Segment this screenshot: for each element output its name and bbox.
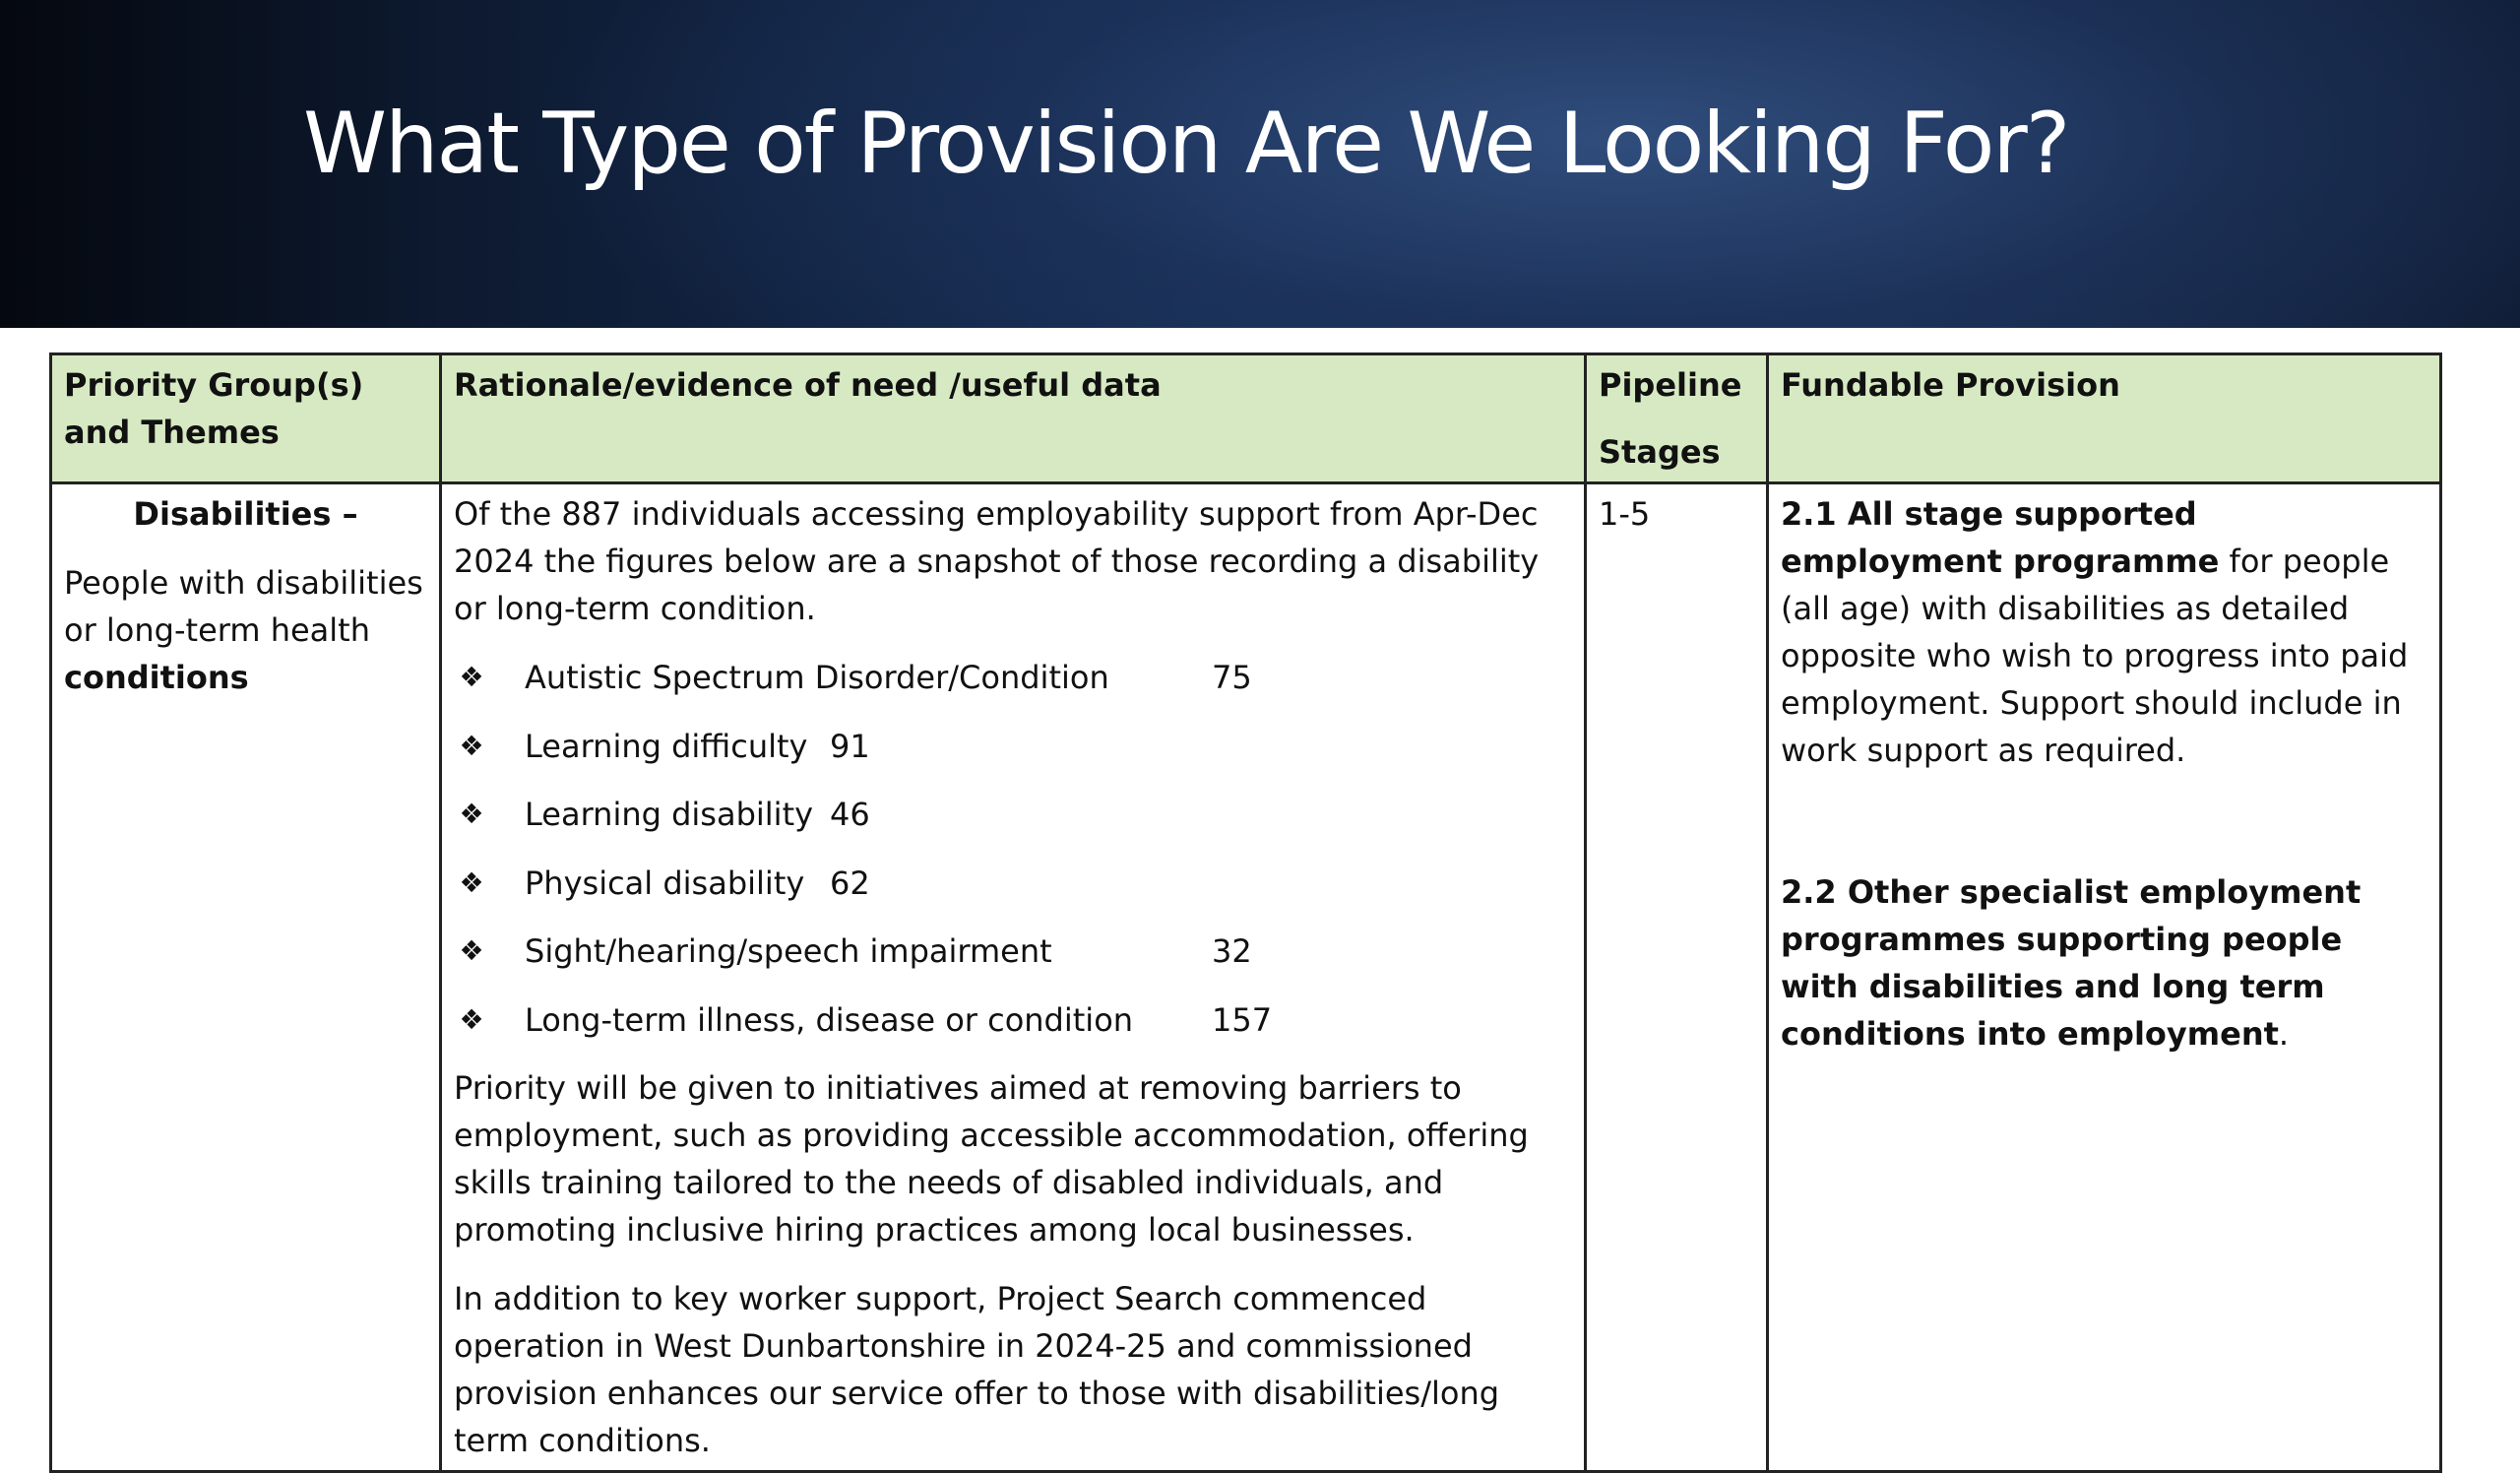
provision-table-container xyxy=(49,352,2439,1459)
list-item xyxy=(454,996,1572,1044)
header-priority-group: Priority Group(s) and Themes xyxy=(51,354,441,483)
stat-value: 91 xyxy=(830,727,870,765)
diamond-bullet-icon: ❖ xyxy=(459,798,484,830)
stat-label: Long-term illness, disease or condition xyxy=(525,1000,1134,1039)
diamond-bullet-icon: ❖ xyxy=(459,934,484,967)
group-description xyxy=(64,559,427,701)
stat-value: 62 xyxy=(830,864,870,902)
header-pipeline-line1: Pipeline xyxy=(1599,366,1742,404)
list-item xyxy=(454,860,1572,907)
provision-table xyxy=(49,352,2442,1473)
list-item xyxy=(454,791,1572,838)
list-item xyxy=(454,723,1572,770)
priority-group-cell xyxy=(51,483,441,1472)
diamond-bullet-icon: ❖ xyxy=(459,729,484,762)
header-rationale: Rationale/evidence of need /useful data xyxy=(441,354,1586,483)
stat-label: Autistic Spectrum Disorder/Condition xyxy=(525,659,1109,696)
stat-label: Learning difficulty xyxy=(525,727,808,765)
stat-label: Sight/hearing/speech impairment xyxy=(525,932,1052,970)
header-pipeline-line2: Stages xyxy=(1599,433,1721,471)
stat-value: 157 xyxy=(1212,1000,1273,1039)
group-title: Disabilities – xyxy=(133,495,358,533)
header-pipeline-stages xyxy=(1586,354,1768,483)
provision-2-1 xyxy=(1781,490,2427,774)
addition-paragraph: In addition to key worker support, Project Search commenced operation in West Dunbartonshire in 2024-25 and commissioned provision enhances our service offer to those with disabilities/long term conditions. xyxy=(454,1280,1500,1459)
disability-stats-list xyxy=(454,654,1572,1044)
stat-value: 46 xyxy=(830,796,870,833)
slide-title: What Type of Provision Are We Looking For? xyxy=(303,95,2069,193)
stat-label: Learning disability xyxy=(525,796,814,833)
fundable-provision-cell xyxy=(1768,483,2441,1472)
rationale-intro: Of the 887 individuals accessing employability support from Apr-Dec 2024 the figures below are a snapshot of those recording a disability or long-term condition. xyxy=(454,495,1540,627)
pipeline-stages-cell: 1-5 xyxy=(1586,483,1768,1472)
provision-2-2-heading: 2.2 Other specialist employment programmes supporting people with disabilities and long term conditions into employment xyxy=(1781,873,2362,1053)
list-item xyxy=(454,654,1572,701)
provision-2-2-tail: . xyxy=(2278,1015,2290,1053)
group-desc-bold: conditions xyxy=(64,659,249,696)
table-header-row xyxy=(51,354,2441,483)
provision-2-1-heading: 2.1 All stage supported employment programme xyxy=(1781,495,2220,580)
table-row xyxy=(51,483,2441,1472)
diamond-bullet-icon: ❖ xyxy=(459,1002,484,1036)
diamond-bullet-icon: ❖ xyxy=(459,661,484,693)
provision-2-2 xyxy=(1781,868,2427,1057)
rationale-cell xyxy=(441,483,1586,1472)
list-item xyxy=(454,928,1572,975)
title-banner xyxy=(0,0,2520,328)
group-desc-text: People with disabilities or long-term health xyxy=(64,564,423,649)
stat-value: 32 xyxy=(1212,932,1252,970)
stat-label: Physical disability xyxy=(525,864,805,902)
stat-value: 75 xyxy=(1212,659,1252,696)
diamond-bullet-icon: ❖ xyxy=(459,865,484,899)
spacer xyxy=(1781,774,2427,868)
priority-paragraph: Priority will be given to initiatives aimed at removing barriers to employment, such as providing accessible accommodation, offering skills training tailored to the needs of disabled individuals, and promoting inclusive hiring practices among local businesses. xyxy=(454,1069,1529,1249)
provision-2-1-text: for people (all age) with disabilities as detailed opposite who wish to progress into paid employment. Support should include in work support as required. xyxy=(1781,543,2409,769)
header-fundable-provision: Fundable Provision xyxy=(1768,354,2441,483)
